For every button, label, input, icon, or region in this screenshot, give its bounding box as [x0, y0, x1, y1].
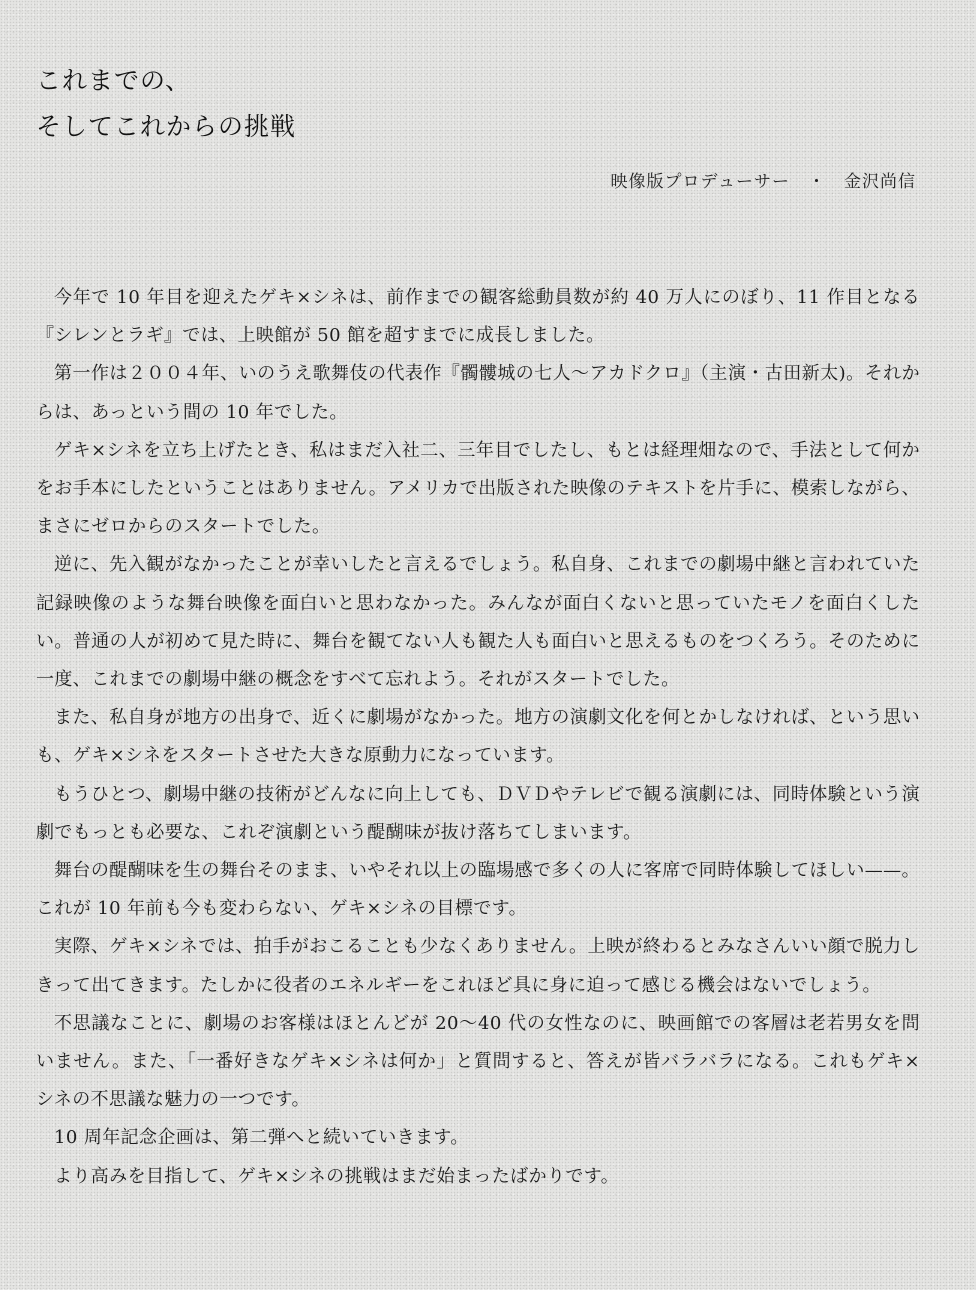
- paragraph: 第一作は２００４年、いのうえ歌舞伎の代表作『髑髏城の七人〜アカドクロ』（主演・古田新太)。それからは、あっという間の 10 年でした。: [36, 363, 920, 423]
- paragraph: 舞台の醍醐味を生の舞台そのまま、いやそれ以上の臨場感で多くの人に客席で同時体験してほしい——。これが 10 年前も今も変わらない、ゲキ×シネの目標です。: [36, 860, 920, 920]
- article-title: [36, 58, 296, 150]
- paragraph: 今年で 10 年目を迎えたゲキ×シネは、前作までの観客総動員数が約 40 万人にのぼり、11 作目となる『シレンとラギ』では、上映館が 50 館を超すまでに成長しました。: [36, 287, 920, 347]
- paragraph: もうひとつ、劇場中継の技術がどんなに向上しても、ＤＶＤやテレビで観る演劇には、同時体験という演劇でもっとも必要な、これぞ演劇という醍醐味が抜け落ちてしまいます。: [36, 783, 920, 843]
- paragraph: より高みを目指して、ゲキ×シネの挑戦はまだ始まったばかりです。: [54, 1165, 620, 1187]
- paragraph: 逆に、先入観がなかったことが幸いしたと言えるでしょう。私自身、これまでの劇場中継と言われていた記録映像のような舞台映像を面白いと思わなかった。みんなが面白くないと思っていたモノを面白くしたい。普通の人が初めて見た時に、舞台を観てない人も観た人も面白いと思えるものをつくろう。そのために一度、これまでの劇場中継の概念をすべて忘れよう。それがスタートでした。: [36, 554, 920, 691]
- paragraph: 実際、ゲキ×シネでは、拍手がおこることも少なくありません。上映が終わるとみなさんいい顔で脱力しきって出てきます。たしかに役者のエネルギーをこれほど具に身に迫って感じる機会はないでしょう。: [36, 936, 920, 996]
- article-title-line-1: これまでの、: [36, 66, 192, 95]
- paragraph: また、私自身が地方の出身で、近くに劇場がなかった。地方の演劇文化を何とかしなければ、という思いも、ゲキ×シネをスタートさせた大きな原動力になっています。: [36, 707, 920, 767]
- article-body: [36, 279, 920, 1196]
- article-title-line-2: そしてこれからの挑戦: [36, 112, 297, 141]
- paragraph: ゲキ×シネを立ち上げたとき、私はまだ入社二、三年目でしたし、もとは経理畑なので、手法として何かをお手本にしたということはありません。アメリカで出版された映像のテキストを片手に、模索しながら、まさにゼロからのスタートでした。: [36, 439, 920, 538]
- paragraph: 不思議なことに、劇場のお客様はほとんどが 20〜40 代の女性なのに、映画館での客層は老若男女を問いません。また、「一番好きなゲキ×シネは何か」と質問すると、答えが皆バラバラになる。これもゲキ×シネの不思議な魅力の一つです。: [36, 1012, 920, 1111]
- paragraph: 10 周年記念企画は、第二弾へと続いていきます。: [54, 1127, 469, 1149]
- author-byline: 映像版プロデューサー ・ 金沢尚信: [610, 172, 916, 192]
